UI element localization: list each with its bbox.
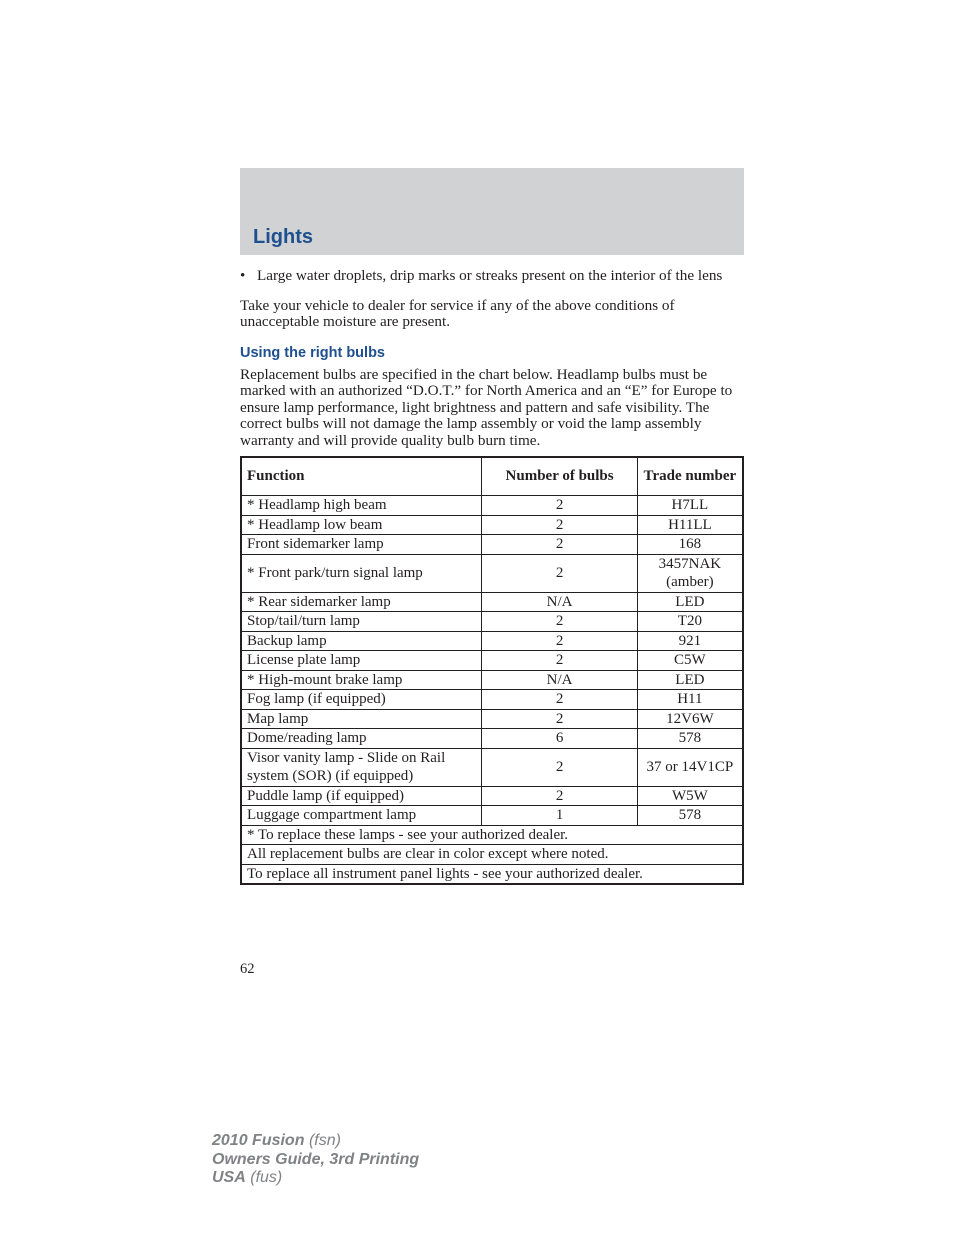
cell-trade-number: 3457NAK (amber) bbox=[637, 554, 743, 592]
cell-number-of-bulbs: N/A bbox=[482, 592, 637, 612]
footer-line-1 bbox=[212, 1132, 419, 1151]
cell-function: Dome/reading lamp bbox=[241, 729, 482, 749]
cell-trade-number: 578 bbox=[637, 729, 743, 749]
table-row bbox=[241, 631, 743, 651]
cell-trade-number: 578 bbox=[637, 806, 743, 826]
footer-line-2 bbox=[212, 1151, 419, 1170]
table-row bbox=[241, 496, 743, 516]
footer-model-code: (fsn) bbox=[308, 1132, 341, 1149]
table-row bbox=[241, 651, 743, 671]
subheading: Using the right bulbs bbox=[240, 344, 385, 361]
footer-model: 2010 Fusion bbox=[212, 1132, 305, 1149]
cell-trade-number: W5W bbox=[637, 786, 743, 806]
table-notes bbox=[241, 825, 743, 884]
cell-function: Fog lamp (if equipped) bbox=[241, 690, 482, 710]
footer-imprint bbox=[212, 1132, 419, 1188]
cell-function: Map lamp bbox=[241, 709, 482, 729]
table-row bbox=[241, 806, 743, 826]
column-header-function: Function bbox=[241, 457, 482, 496]
cell-number-of-bulbs: 2 bbox=[482, 690, 637, 710]
cell-trade-number: LED bbox=[637, 670, 743, 690]
cell-trade-number: T20 bbox=[637, 612, 743, 632]
moisture-paragraph: Take your vehicle to dealer for service if any of the above conditions of unacceptable moisture are present. bbox=[240, 296, 675, 330]
footer-market: USA bbox=[212, 1169, 246, 1186]
table-row bbox=[241, 786, 743, 806]
cell-number-of-bulbs: 2 bbox=[482, 748, 637, 786]
cell-function: * High-mount brake lamp bbox=[241, 670, 482, 690]
cell-trade-number: 168 bbox=[637, 535, 743, 555]
cell-trade-number: LED bbox=[637, 592, 743, 612]
cell-trade-number: H7LL bbox=[637, 496, 743, 516]
cell-number-of-bulbs: 2 bbox=[482, 786, 637, 806]
cell-number-of-bulbs: 1 bbox=[482, 806, 637, 826]
cell-trade-number: 37 or 14V1CP bbox=[637, 748, 743, 786]
cell-number-of-bulbs: 2 bbox=[482, 631, 637, 651]
table-note-row bbox=[241, 845, 743, 865]
cell-function: Luggage compartment lamp bbox=[241, 806, 482, 826]
cell-function: * Rear sidemarker lamp bbox=[241, 592, 482, 612]
cell-number-of-bulbs: 2 bbox=[482, 651, 637, 671]
cell-trade-number: H11 bbox=[637, 690, 743, 710]
cell-number-of-bulbs: 2 bbox=[482, 709, 637, 729]
section-header-band bbox=[240, 168, 744, 255]
cell-function: Backup lamp bbox=[241, 631, 482, 651]
bulb-table bbox=[240, 456, 744, 885]
table-row bbox=[241, 670, 743, 690]
table-note: * To replace these lamps - see your authorized dealer. bbox=[241, 825, 743, 845]
column-header-trade: Trade number bbox=[637, 457, 743, 496]
bullet-text: Large water droplets, drip marks or streaks present on the interior of the lens bbox=[257, 267, 723, 284]
cell-number-of-bulbs: 2 bbox=[482, 554, 637, 592]
footer-edition: Owners Guide, 3rd Printing bbox=[212, 1150, 420, 1168]
bullet-item bbox=[240, 268, 744, 285]
table-row bbox=[241, 515, 743, 535]
cell-function: * Front park/turn signal lamp bbox=[241, 554, 482, 592]
footer-market-code: (fus) bbox=[250, 1169, 283, 1186]
table-row bbox=[241, 729, 743, 749]
cell-trade-number: H11LL bbox=[637, 515, 743, 535]
table-note-row bbox=[241, 825, 743, 845]
footer-line-3 bbox=[212, 1169, 419, 1188]
cell-number-of-bulbs: 2 bbox=[482, 515, 637, 535]
table-row bbox=[241, 612, 743, 632]
cell-function: Visor vanity lamp - Slide on Rail system (SOR) (if equipped) bbox=[241, 748, 482, 786]
column-header-number: Number of bulbs bbox=[482, 457, 637, 496]
cell-number-of-bulbs: N/A bbox=[482, 670, 637, 690]
cell-function: * Headlamp high beam bbox=[241, 496, 482, 516]
page-number: 62 bbox=[240, 961, 255, 977]
cell-trade-number: C5W bbox=[637, 651, 743, 671]
cell-number-of-bulbs: 2 bbox=[482, 535, 637, 555]
table-row bbox=[241, 592, 743, 612]
table-row bbox=[241, 709, 743, 729]
cell-trade-number: 12V6W bbox=[637, 709, 743, 729]
cell-trade-number: 921 bbox=[637, 631, 743, 651]
table-row bbox=[241, 748, 743, 786]
table-row bbox=[241, 690, 743, 710]
cell-function: License plate lamp bbox=[241, 651, 482, 671]
section-title: Lights bbox=[253, 226, 313, 248]
table-body bbox=[241, 496, 743, 826]
cell-function: * Headlamp low beam bbox=[241, 515, 482, 535]
bullet-icon: • bbox=[240, 267, 246, 284]
cell-function: Front sidemarker lamp bbox=[241, 535, 482, 555]
table-row bbox=[241, 535, 743, 555]
cell-number-of-bulbs: 6 bbox=[482, 729, 637, 749]
cell-number-of-bulbs: 2 bbox=[482, 612, 637, 632]
table-note-row bbox=[241, 864, 743, 884]
table-note: All replacement bulbs are clear in color except where noted. bbox=[241, 845, 743, 865]
cell-number-of-bulbs: 2 bbox=[482, 496, 637, 516]
table-note: To replace all instrument panel lights - see your authorized dealer. bbox=[241, 864, 743, 884]
bulbs-paragraph: Replacement bulbs are specified in the chart below. Headlamp bulbs must be marked with an authorized “D.O.T.” for North America and an “E” for Europe to ensure lamp performance, light brightness and pattern and safe visibility. The correct bulbs will not damage the lamp assembly or void the lamp assembly warranty and will provide quality bulb burn time. bbox=[240, 365, 733, 449]
page-content bbox=[240, 268, 744, 885]
table-header-row bbox=[241, 457, 743, 496]
cell-function: Puddle lamp (if equipped) bbox=[241, 786, 482, 806]
table-row bbox=[241, 554, 743, 592]
cell-function: Stop/tail/turn lamp bbox=[241, 612, 482, 632]
